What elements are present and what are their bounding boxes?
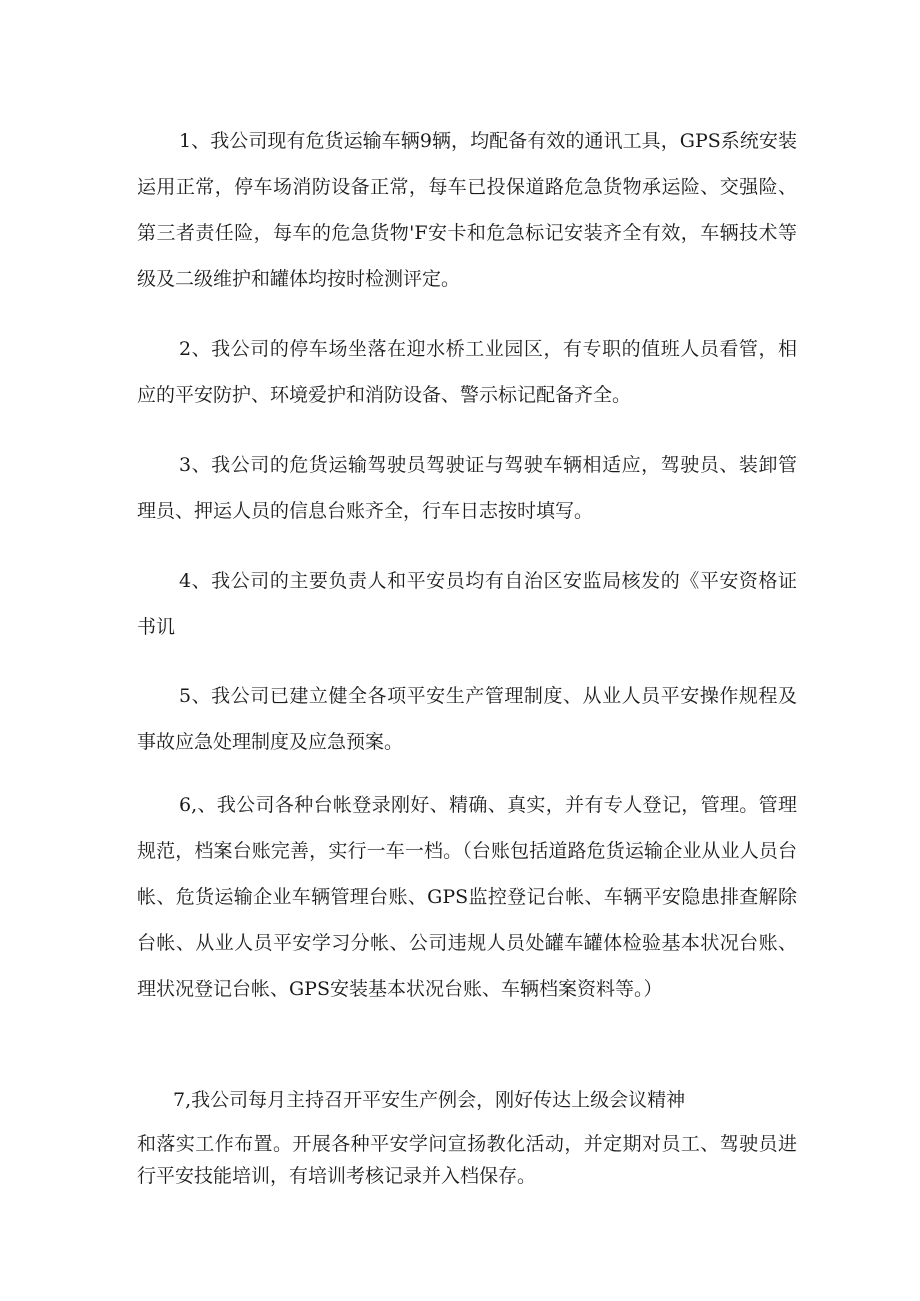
paragraph-7-first-line: 7,我公司每月主持召开平安生产例会，刚好传达上级会议精神 [173, 1089, 686, 1111]
paragraph-2: 2、我公司的停车场坐落在迎水桥工业园区，有专职的值班人员看管，相应的平安防护、环境爱护和消防设备、警示标记配备齐全。 [137, 338, 797, 406]
paragraph-1: 1、我公司现有危货运输车辆9辆，均配备有效的通讯工具，GPS系统安装运用正常，停车场消防设备正常，每车已投保道路危急货物承运险、交强险、第三者责任险，每车的危急货物'F安卡和危急标记安装齐全有效，车辆技术等级及二级维护和罐体均按时检测评定。 [137, 130, 797, 290]
paragraph-4: 4、我公司的主要负责人和平安员均有自治区安监局核发的《平安资格证书讥 [137, 570, 797, 638]
paragraph-5: 5、我公司已建立健全各项平安生产管理制度、从业人员平安操作规程及事故应急处理制度及应急预案。 [137, 685, 797, 753]
paragraph-7 [137, 1078, 797, 1192]
paragraph-6: 6,、我公司各种台帐登录刚好、精确、真实，并有专人登记，管理。管理规范，档案台账完善，实行一车一档。（台账包括道路危货运输企业从业人员台帐、危货运输企业车辆管理台账、GPS监控登记台帐、车辆平安隐患排查解除台帐、从业人员平安学习分帐、公司违规人员处罐车罐体检验基本状况台账、理状况登记台帐、GPS安装基本状况台账、车辆档案资料等。） [137, 794, 797, 1000]
paragraph-7-continuation: 和落实工作布置。开展各种平安学问宣扬教化活动，并定期对员工、驾驶员进行平安技能培训，有培训考核记录并入档保存。 [137, 1133, 797, 1187]
paragraph-3: 3、我公司的危货运输驾驶员驾驶证与驾驶车辆相适应，驾驶员、装卸管理员、押运人员的信息台账齐全，行车日志按时填写。 [137, 454, 797, 522]
